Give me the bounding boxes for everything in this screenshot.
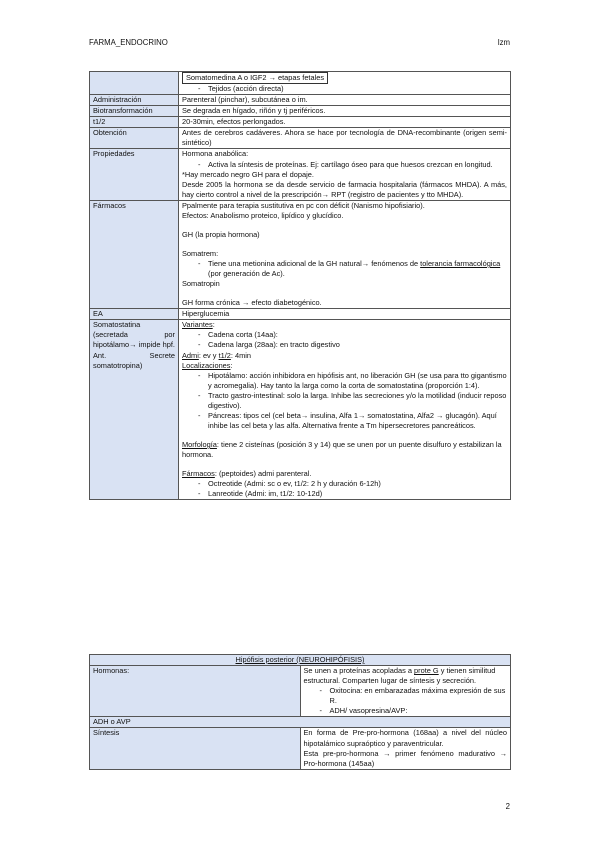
underlined-term: t1/2 xyxy=(218,350,231,360)
underlined-term: Localizaciones xyxy=(182,360,231,370)
row-value: Antes de cerebros cadáveres. Ahora se hace por tecnología de DNA-recombinante (origen semi-sintético) xyxy=(179,128,511,149)
list-item: - Tejidos (acción directa) xyxy=(182,84,507,94)
text-span: y tienen similitud estructural. Comparten lugar de síntesis y secreción. xyxy=(303,666,496,686)
row-label: Biotransformación xyxy=(90,106,179,117)
text-line xyxy=(182,351,507,361)
row-label: Obtención xyxy=(90,128,179,149)
text-line: En forma de Pre-pro-hormona (168aa) a nivel del núcleo hipotalámico supraóptico y paraventricular. xyxy=(303,728,507,748)
hormonas-cell xyxy=(300,666,511,717)
text-line xyxy=(182,440,507,460)
header-title: FARMA_ENDOCRINO xyxy=(89,38,168,47)
underlined-term: Variantes xyxy=(182,320,213,330)
list-item xyxy=(182,259,507,279)
text-line: Variantes: xyxy=(182,320,215,330)
text-span: (por generación de Ac). xyxy=(208,269,285,279)
header-author: lzm xyxy=(497,38,510,47)
row-value: Parenteral (pinchar), subcutánea o im. xyxy=(179,95,511,106)
text-line: *Hay mercado negro GH para el dopaje. xyxy=(182,169,314,179)
text-line: Efectos: Anabolismo proteico, lipídico y glucídico. xyxy=(182,210,344,220)
gh-table xyxy=(89,71,511,500)
row-label: Administración xyxy=(90,95,179,106)
list-item: - Cadena larga (28aa): en tracto digestivo xyxy=(182,340,507,350)
sintesis-cell xyxy=(300,728,511,769)
list-item: - Lanreotide (Admi: im, t1/2: 10-12d) xyxy=(182,489,507,499)
page-number: 2 xyxy=(505,802,510,811)
text-span: Tiene una metionina adicional de la GH natural→ fenómenos de xyxy=(208,259,421,268)
underlined-term: Morfología xyxy=(182,440,217,449)
text-line: Desde 2005 la hormona se da desde servicio de farmacia hospitalaria (fármacos MHDA). A más, hay cierto control a nivel de la prescripción→ RPT (registro de pacientes y tto MHDA). xyxy=(182,179,507,199)
text-span: : ev y xyxy=(198,350,219,360)
list-item: - Hipotálamo: acción inhibidora en hipófisis ant, no liberación GH (se usa para tto gigantismo y acromegalia). Hay tanto la larga como la corta de somatostatina (proporción 1:4). xyxy=(182,371,507,391)
list-item: - Páncreas: tipos cel (cel beta→ insulina, Alfa 1→ somatostatina, Alfa2 → glucagón). Aquí inhibe las cel beta y las alfa. Alternativa frente a Tm hipersecretores pancreáticos. xyxy=(182,411,507,431)
farmacos-cell xyxy=(179,200,511,309)
text-line: Somatrem: xyxy=(182,248,219,258)
list-item: - Tracto gastro-intestinal: solo la larga. Inhibe las secreciones y/o la motilidad (inducir reposo digestivo). xyxy=(182,391,507,411)
row-label: Somatostatina (secretada por hipotálamo→ impide hpf. Ant. Secrete somatotropina) xyxy=(90,320,179,500)
neurohipofisis-table xyxy=(89,654,511,770)
text-span: : tiene 2 cisteínas (posición 3 y 14) que se unen por un puente disulfuro y estabilizan la hormona. xyxy=(182,440,502,460)
row-label: Síntesis xyxy=(90,728,301,769)
list-item: - Octreotide (Admi: sc o ev, t1/2: 2 h y duración 6-12h) xyxy=(182,479,507,489)
text-line xyxy=(304,666,508,686)
propiedades-cell xyxy=(179,149,511,200)
underlined-term: Admi xyxy=(182,350,199,360)
text-line: GH forma crónica → efecto diabetogénico. xyxy=(182,298,322,308)
text-span: : 4min xyxy=(230,350,252,360)
boxed-line: Somatomedina A o IGF2 → etapas fetales xyxy=(182,72,328,84)
subsection-title: ADH o AVP xyxy=(90,717,511,728)
row-value: Se degrada en hígado, riñón y tj periféricos. xyxy=(179,106,511,117)
list-item: - Cadena corta (14aa): xyxy=(182,330,507,340)
row-value: Hiperglucemia xyxy=(179,309,511,320)
row-label: Hormonas: xyxy=(90,666,301,717)
section-title xyxy=(90,655,511,666)
list-item: - ADH/ vasopresina/AVP: xyxy=(304,706,508,716)
text-line: Somatropin xyxy=(182,279,220,289)
text-line: GH (la propia hormona) xyxy=(182,229,260,239)
top-cell xyxy=(179,72,511,95)
row-label: t1/2 xyxy=(90,117,179,128)
underlined-term: tolerancia farmacológica xyxy=(420,259,501,268)
underlined-term: prote G xyxy=(414,666,439,676)
text-line: Hormona anabólica: xyxy=(182,149,249,159)
list-item: - Activa la síntesis de proteínas. Ej: cartílago óseo para que huesos crezcan en longitud. xyxy=(182,160,507,170)
underlined-term: Fármacos xyxy=(182,469,215,479)
row-value: 20-30min, efectos perlongados. xyxy=(179,117,511,128)
somatostatina-cell xyxy=(179,320,511,500)
empty-label-cell xyxy=(90,72,179,95)
list-item: - Oxitocina: en embarazadas máxima expresión de sus R. xyxy=(304,686,508,706)
text-line xyxy=(182,469,507,479)
text-line: Ppalmente para terapia sustitutiva en pc con déficit (Nanismo hipofisiario). xyxy=(182,200,425,210)
row-label: EA xyxy=(90,309,179,320)
text-line: Localizaciones: xyxy=(182,360,233,370)
text-span: Se unen a proteínas acopladas a xyxy=(303,666,415,676)
row-label: Propiedades xyxy=(90,149,179,200)
row-label: Fármacos xyxy=(90,200,179,309)
text-span: : (peptoides) admi parenteral. xyxy=(214,469,312,479)
section-title-text: Hipófisis posterior (NEUROHIPÓFISIS) xyxy=(235,655,365,664)
text-line: Esta pre-pro-hormona → primer fenómeno madurativo → Pro-hormona (145aa) xyxy=(303,748,507,768)
